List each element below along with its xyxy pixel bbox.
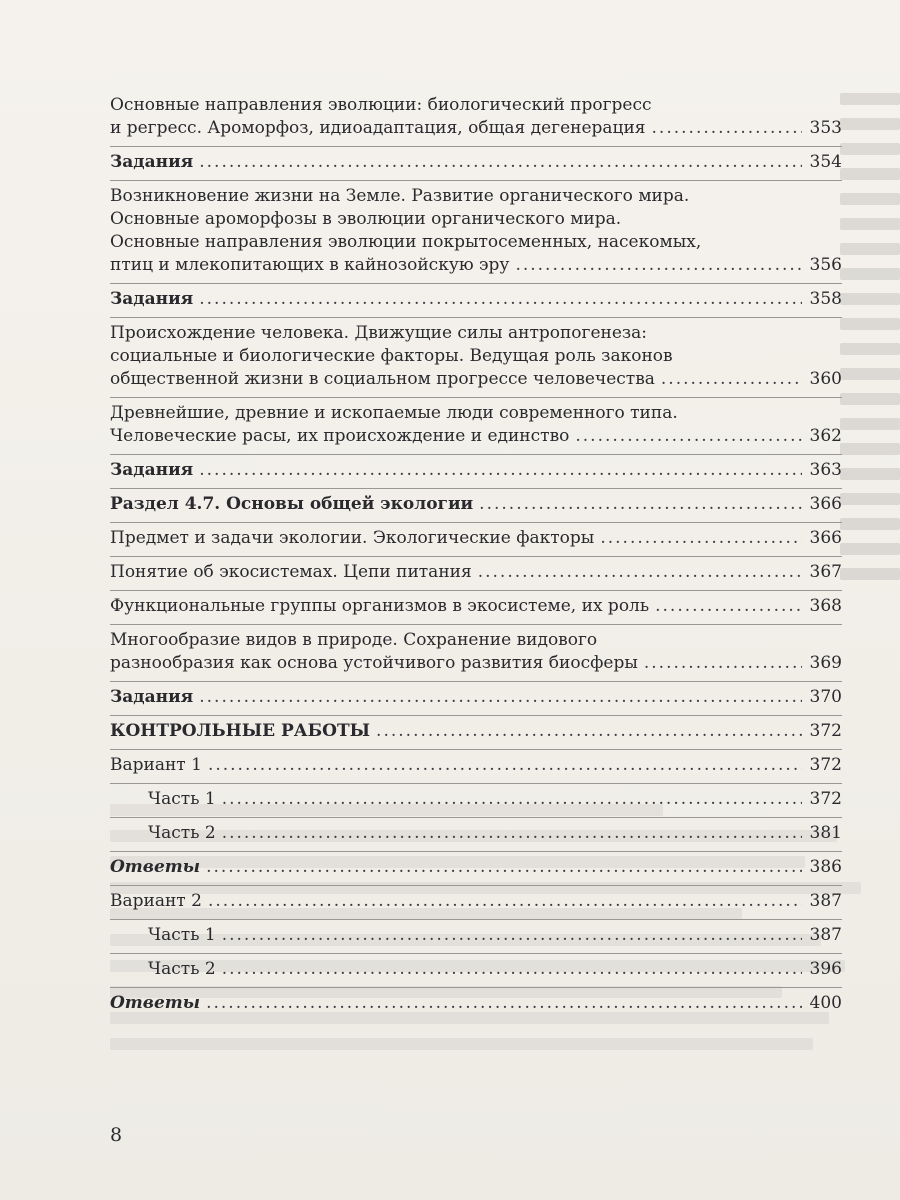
divider	[110, 783, 842, 784]
toc-entry-functional-groups	[110, 595, 842, 618]
toc-entry-label: Задания	[110, 152, 194, 172]
toc-page-number: 387	[809, 925, 842, 945]
toc-entry-control-works	[110, 720, 842, 743]
leader-dots	[199, 459, 802, 482]
toc-page-number: 370	[809, 687, 842, 707]
leader-dots	[575, 425, 802, 448]
toc-entry-line: Основные ароморфозы в эволюции органического мира.	[110, 209, 622, 229]
divider	[110, 715, 842, 716]
leader-dots	[515, 254, 802, 277]
toc-page-number: 372	[809, 789, 842, 809]
toc-entry-line: Возникновение жизни на Земле. Развитие органического мира.	[110, 186, 690, 206]
toc-page-number: 372	[809, 721, 842, 741]
leader-dots	[222, 924, 802, 947]
toc-entry-v1-part-2	[110, 822, 842, 845]
toc-entry-line: и регресс. Ароморфоз, идиоадаптация, общая дегенерация	[110, 118, 646, 138]
bleed-through-right	[840, 80, 900, 780]
toc-entry-label: Понятие об экосистемах. Цепи питания	[110, 562, 472, 582]
divider	[110, 317, 842, 318]
toc-entry-line: Основные направления эволюции покрытосеменных, насекомых,	[110, 232, 702, 252]
toc-section-title: КОНТРОЛЬНЫЕ РАБОТЫ	[110, 721, 371, 741]
toc-page-number: 358	[809, 289, 842, 309]
divider	[110, 454, 842, 455]
divider	[110, 522, 842, 523]
toc-entry-label: Вариант 1	[110, 755, 202, 775]
toc-entry-label: Ответы	[110, 857, 201, 877]
leader-dots	[206, 856, 802, 879]
divider	[110, 488, 842, 489]
toc-entry-line: Человеческие расы, их происхождение и единство	[110, 426, 570, 446]
toc-entry-line: птиц и млекопитающих в кайнозойскую эру	[110, 255, 510, 275]
divider	[110, 624, 842, 625]
toc-page-number: 360	[809, 369, 842, 389]
toc-entry-label: Задания	[110, 289, 194, 309]
toc-page-number: 354	[809, 152, 842, 172]
toc-page-number: 353	[809, 118, 842, 138]
divider	[110, 749, 842, 750]
toc-entry-section-4-7	[110, 493, 842, 516]
toc-entry-answers-1	[110, 856, 842, 879]
leader-dots	[222, 788, 802, 811]
toc-entry-evolution-directions	[110, 94, 842, 140]
leader-dots	[661, 368, 802, 391]
toc-entry-ancient-people	[110, 402, 842, 448]
toc-page-number: 372	[809, 755, 842, 775]
leader-dots	[376, 720, 802, 743]
toc-entry-label: Часть 2	[148, 823, 216, 843]
toc-entry-label: Задания	[110, 687, 194, 707]
toc-entry-label: Часть 1	[148, 925, 216, 945]
toc-entry-human-origin	[110, 322, 842, 391]
leader-dots	[479, 493, 802, 516]
divider	[110, 919, 842, 920]
divider	[110, 180, 842, 181]
leader-dots	[652, 117, 802, 140]
divider	[110, 146, 842, 147]
toc-entry-ecology-subject	[110, 527, 842, 550]
toc-page-number: 368	[809, 596, 842, 616]
leader-dots	[478, 561, 802, 584]
toc-entry-v2-part-1	[110, 924, 842, 947]
divider	[110, 953, 842, 954]
leader-dots	[655, 595, 802, 618]
leader-dots	[644, 652, 802, 675]
divider	[110, 987, 842, 988]
toc-entry-tasks	[110, 686, 842, 709]
toc-page-number: 363	[809, 460, 842, 480]
toc-entry-label: Часть 2	[148, 959, 216, 979]
divider	[110, 851, 842, 852]
toc-page-number: 387	[809, 891, 842, 911]
toc-entry-label: Функциональные группы организмов в экосистеме, их роль	[110, 596, 650, 616]
toc-entry-label: Задания	[110, 460, 194, 480]
toc-page-number: 386	[809, 857, 842, 877]
toc-entry-variant-2	[110, 890, 842, 913]
divider	[110, 556, 842, 557]
toc-page-number: 381	[809, 823, 842, 843]
divider	[110, 397, 842, 398]
leader-dots	[206, 992, 802, 1015]
leader-dots	[208, 754, 802, 777]
toc-entry-tasks	[110, 459, 842, 482]
leader-dots	[222, 958, 802, 981]
toc-page-number: 356	[809, 255, 842, 275]
toc-entry-line: Многообразие видов в природе. Сохранение видового	[110, 630, 598, 650]
toc-entry-line: Основные направления эволюции: биологический прогресс	[110, 95, 652, 115]
leader-dots	[208, 890, 802, 913]
table-of-contents	[110, 94, 842, 1021]
toc-entry-variant-1	[110, 754, 842, 777]
toc-entry-label: Часть 1	[148, 789, 216, 809]
toc-entry-v2-part-2	[110, 958, 842, 981]
toc-entry-label: Предмет и задачи экологии. Экологические факторы	[110, 528, 595, 548]
divider	[110, 590, 842, 591]
toc-page-number: 367	[809, 562, 842, 582]
toc-section-title: Раздел 4.7. Основы общей экологии	[110, 494, 474, 514]
toc-page-number: 369	[809, 653, 842, 673]
toc-entry-answers-2	[110, 992, 842, 1015]
toc-entry-line: общественной жизни в социальном прогрессе человечества	[110, 369, 655, 389]
toc-entry-ecosystems	[110, 561, 842, 584]
divider	[110, 681, 842, 682]
toc-page-number: 366	[809, 494, 842, 514]
toc-entry-line: Происхождение человека. Движущие силы антропогенеза:	[110, 323, 648, 343]
toc-entry-biodiversity	[110, 629, 842, 675]
divider	[110, 283, 842, 284]
leader-dots	[600, 527, 802, 550]
toc-entry-line: разнообразия как основа устойчивого развития биосферы	[110, 653, 638, 673]
leader-dots	[199, 288, 802, 311]
toc-entry-line: Древнейшие, древние и ископаемые люди современного типа.	[110, 403, 678, 423]
toc-entry-line: социальные и биологические факторы. Ведущая роль законов	[110, 346, 673, 366]
toc-entry-v1-part-1	[110, 788, 842, 811]
leader-dots	[199, 151, 802, 174]
toc-entry-label: Вариант 2	[110, 891, 202, 911]
toc-page-number: 400	[809, 993, 842, 1013]
toc-page-number: 362	[809, 426, 842, 446]
toc-page-number: 366	[809, 528, 842, 548]
toc-entry-origin-of-life	[110, 185, 842, 277]
divider	[110, 885, 842, 886]
toc-entry-label: Ответы	[110, 993, 201, 1013]
divider	[110, 817, 842, 818]
page-number: 8	[110, 1124, 123, 1146]
toc-entry-tasks	[110, 288, 842, 311]
leader-dots	[222, 822, 802, 845]
leader-dots	[199, 686, 802, 709]
toc-page-number: 396	[809, 959, 842, 979]
toc-entry-tasks	[110, 151, 842, 174]
